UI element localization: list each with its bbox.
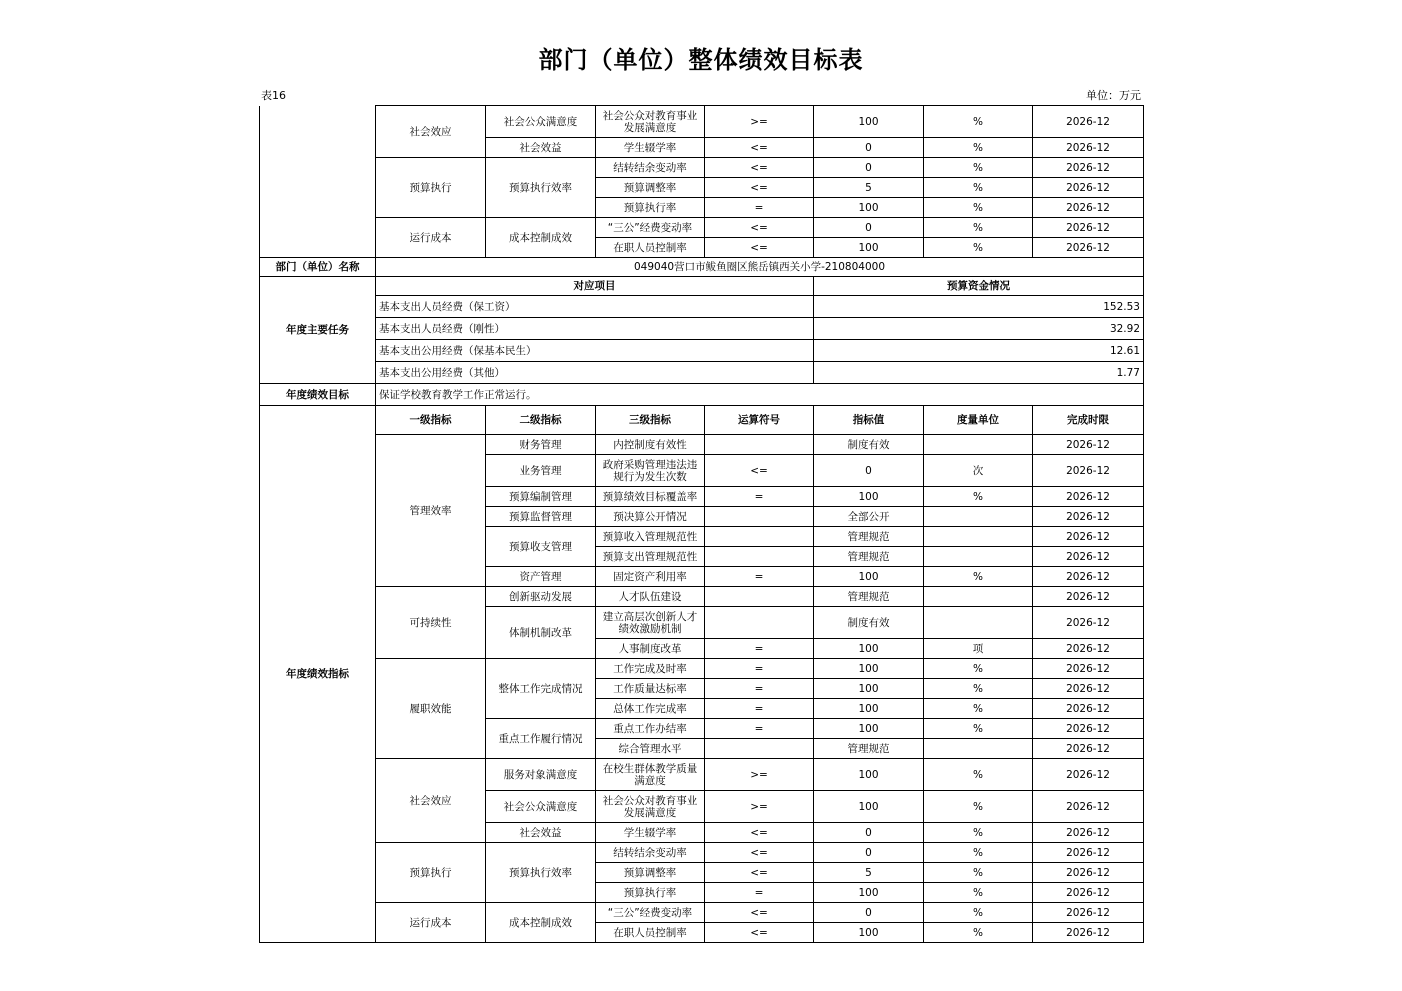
unit-cell: % <box>924 178 1033 198</box>
unit-cell: % <box>924 923 1033 943</box>
level2-indicator: 预算编制管理 <box>486 487 596 507</box>
level2-indicator: 业务管理 <box>486 455 596 487</box>
deadline-cell: 2026-12 <box>1033 138 1144 158</box>
operator-cell: <= <box>705 218 814 238</box>
task-item: 基本支出公用经费（其他） <box>376 362 814 384</box>
deadline-cell: 2026-12 <box>1033 158 1144 178</box>
deadline-cell: 2026-12 <box>1033 863 1144 883</box>
level3-indicator: 社会公众对教育事业发展满意度 <box>596 106 705 138</box>
level2-indicator: 财务管理 <box>486 435 596 455</box>
unit-cell: 次 <box>924 455 1033 487</box>
deadline-cell: 2026-12 <box>1033 699 1144 719</box>
operator-cell: <= <box>705 823 814 843</box>
task-amount: 12.61 <box>814 340 1144 362</box>
target-value-cell: 管理规范 <box>814 527 924 547</box>
operator-cell: = <box>705 719 814 739</box>
target-value-cell: 管理规范 <box>814 739 924 759</box>
unit-cell: % <box>924 106 1033 138</box>
indicators-label: 年度绩效指标 <box>260 406 376 943</box>
unit-cell <box>924 547 1033 567</box>
target-value-cell: 0 <box>814 138 924 158</box>
operator-cell <box>705 607 814 639</box>
indicator-column-header: 一级指标 <box>376 406 486 435</box>
level3-indicator: 学生辍学率 <box>596 823 705 843</box>
deadline-cell: 2026-12 <box>1033 639 1144 659</box>
level2-indicator: 重点工作履行情况 <box>486 719 596 759</box>
deadline-cell: 2026-12 <box>1033 218 1144 238</box>
task-amount: 1.77 <box>814 362 1144 384</box>
deadline-cell: 2026-12 <box>1033 587 1144 607</box>
col-item-header: 对应项目 <box>376 277 814 296</box>
target-value-cell: 100 <box>814 238 924 258</box>
unit-cell: 项 <box>924 639 1033 659</box>
goal-value: 保证学校教育教学工作正常运行。 <box>376 384 1144 406</box>
unit-cell: % <box>924 238 1033 258</box>
level3-indicator: 预算绩效目标覆盖率 <box>596 487 705 507</box>
target-value-cell: 100 <box>814 883 924 903</box>
level3-indicator: 政府采购管理违法违规行为发生次数 <box>596 455 705 487</box>
unit-cell: % <box>924 863 1033 883</box>
level3-indicator: 社会公众对教育事业发展满意度 <box>596 791 705 823</box>
level3-indicator: 预算收入管理规范性 <box>596 527 705 547</box>
unit-cell: % <box>924 823 1033 843</box>
level1-indicator: 可持续性 <box>376 587 486 659</box>
deadline-cell: 2026-12 <box>1033 679 1144 699</box>
deadline-cell: 2026-12 <box>1033 719 1144 739</box>
tasks-header-row <box>260 277 1144 296</box>
level3-indicator: “三公”经费变动率 <box>596 218 705 238</box>
operator-cell: = <box>705 699 814 719</box>
level2-indicator: 成本控制成效 <box>486 903 596 943</box>
level2-indicator: 体制机制改革 <box>486 607 596 659</box>
operator-cell <box>705 507 814 527</box>
target-value-cell: 100 <box>814 487 924 507</box>
level2-indicator: 预算监督管理 <box>486 507 596 527</box>
unit-cell: % <box>924 659 1033 679</box>
level1-indicator: 履职效能 <box>376 659 486 759</box>
level1-indicator: 预算执行 <box>376 158 486 218</box>
level3-indicator: 学生辍学率 <box>596 138 705 158</box>
target-value-cell: 5 <box>814 178 924 198</box>
target-value-cell: 0 <box>814 455 924 487</box>
deadline-cell: 2026-12 <box>1033 487 1144 507</box>
operator-cell: <= <box>705 903 814 923</box>
level2-indicator: 创新驱动发展 <box>486 587 596 607</box>
table-row <box>260 435 1144 455</box>
target-value-cell: 100 <box>814 699 924 719</box>
unit-cell <box>924 587 1033 607</box>
level2-indicator: 社会效益 <box>486 823 596 843</box>
target-value-cell: 100 <box>814 659 924 679</box>
level2-indicator: 资产管理 <box>486 567 596 587</box>
operator-cell: = <box>705 639 814 659</box>
indicator-column-header: 二级指标 <box>486 406 596 435</box>
unit-cell: % <box>924 567 1033 587</box>
operator-cell <box>705 587 814 607</box>
deadline-cell: 2026-12 <box>1033 198 1144 218</box>
level1-indicator: 社会效应 <box>376 106 486 158</box>
deadline-cell: 2026-12 <box>1033 507 1144 527</box>
level1-indicator: 运行成本 <box>376 903 486 943</box>
level3-indicator: 总体工作完成率 <box>596 699 705 719</box>
indicator-column-header: 运算符号 <box>705 406 814 435</box>
level3-indicator: 重点工作办结率 <box>596 719 705 739</box>
operator-cell: = <box>705 883 814 903</box>
deadline-cell: 2026-12 <box>1033 435 1144 455</box>
level2-indicator: 整体工作完成情况 <box>486 659 596 719</box>
level3-indicator: 预算执行率 <box>596 198 705 218</box>
deadline-cell: 2026-12 <box>1033 903 1144 923</box>
operator-cell <box>705 547 814 567</box>
unit-cell: % <box>924 138 1033 158</box>
unit-cell <box>924 527 1033 547</box>
target-value-cell: 100 <box>814 791 924 823</box>
level3-indicator: 建立高层次创新人才绩效激励机制 <box>596 607 705 639</box>
operator-cell: >= <box>705 106 814 138</box>
operator-cell: >= <box>705 759 814 791</box>
unit-cell: % <box>924 699 1033 719</box>
deadline-cell: 2026-12 <box>1033 178 1144 198</box>
operator-cell: <= <box>705 923 814 943</box>
deadline-cell: 2026-12 <box>1033 527 1144 547</box>
operator-cell: = <box>705 487 814 507</box>
indicator-column-header: 度量单位 <box>924 406 1033 435</box>
operator-cell: = <box>705 198 814 218</box>
target-value-cell: 0 <box>814 158 924 178</box>
unit-cell: % <box>924 759 1033 791</box>
task-item: 基本支出人员经费（保工资） <box>376 296 814 318</box>
deadline-cell: 2026-12 <box>1033 607 1144 639</box>
unit-label: 单位：万元 <box>1086 89 1141 102</box>
target-value-cell: 管理规范 <box>814 547 924 567</box>
level3-indicator: 人才队伍建设 <box>596 587 705 607</box>
deadline-cell: 2026-12 <box>1033 455 1144 487</box>
operator-cell: >= <box>705 791 814 823</box>
level2-indicator: 社会公众满意度 <box>486 791 596 823</box>
deadline-cell: 2026-12 <box>1033 923 1144 943</box>
continued-label-cell <box>260 106 376 258</box>
table-row <box>260 158 1144 178</box>
deadline-cell: 2026-12 <box>1033 759 1144 791</box>
target-value-cell: 0 <box>814 843 924 863</box>
tasks-label: 年度主要任务 <box>260 277 376 384</box>
level3-indicator: 在校生群体教学质量满意度 <box>596 759 705 791</box>
unit-cell: % <box>924 198 1033 218</box>
level3-indicator: 预决算公开情况 <box>596 507 705 527</box>
dept-label: 部门（单位）名称 <box>260 258 376 277</box>
target-value-cell: 100 <box>814 923 924 943</box>
unit-cell: % <box>924 719 1033 739</box>
target-value-cell: 管理规范 <box>814 587 924 607</box>
operator-cell: <= <box>705 238 814 258</box>
operator-cell: <= <box>705 178 814 198</box>
deadline-cell: 2026-12 <box>1033 547 1144 567</box>
level3-indicator: 固定资产利用率 <box>596 567 705 587</box>
table-body <box>260 106 1144 943</box>
target-value-cell: 100 <box>814 106 924 138</box>
goal-label: 年度绩效目标 <box>260 384 376 406</box>
unit-cell: % <box>924 218 1033 238</box>
table-row <box>260 218 1144 238</box>
level3-indicator: 预算调整率 <box>596 178 705 198</box>
table-row <box>260 759 1144 791</box>
level3-indicator: 预算执行率 <box>596 883 705 903</box>
unit-cell: % <box>924 843 1033 863</box>
level3-indicator: 在职人员控制率 <box>596 238 705 258</box>
unit-cell: % <box>924 791 1033 823</box>
operator-cell: <= <box>705 863 814 883</box>
operator-cell <box>705 527 814 547</box>
task-amount: 152.53 <box>814 296 1144 318</box>
level3-indicator: 人事制度改革 <box>596 639 705 659</box>
unit-cell <box>924 435 1033 455</box>
task-item: 基本支出公用经费（保基本民生） <box>376 340 814 362</box>
unit-cell <box>924 607 1033 639</box>
target-value-cell: 5 <box>814 863 924 883</box>
task-row <box>260 296 1144 318</box>
level2-indicator: 社会公众满意度 <box>486 106 596 138</box>
deadline-cell: 2026-12 <box>1033 567 1144 587</box>
unit-cell: % <box>924 903 1033 923</box>
level1-indicator: 管理效率 <box>376 435 486 587</box>
operator-cell <box>705 739 814 759</box>
unit-cell: % <box>924 158 1033 178</box>
operator-cell: <= <box>705 455 814 487</box>
level2-indicator: 预算收支管理 <box>486 527 596 567</box>
page-title: 部门（单位）整体绩效目标表 <box>538 46 864 74</box>
target-value-cell: 0 <box>814 823 924 843</box>
dept-row <box>260 258 1144 277</box>
table-number: 表16 <box>261 89 286 102</box>
table-row <box>260 587 1144 607</box>
unit-cell: % <box>924 679 1033 699</box>
deadline-cell: 2026-12 <box>1033 106 1144 138</box>
level3-indicator: 综合管理水平 <box>596 739 705 759</box>
operator-cell: <= <box>705 843 814 863</box>
indicator-column-header: 完成时限 <box>1033 406 1144 435</box>
level3-indicator: 预算调整率 <box>596 863 705 883</box>
operator-cell: = <box>705 659 814 679</box>
task-item: 基本支出人员经费（刚性） <box>376 318 814 340</box>
deadline-cell: 2026-12 <box>1033 843 1144 863</box>
goal-row <box>260 384 1144 406</box>
dept-value: 049040营口市鲅鱼圈区熊岳镇西关小学-210804000 <box>376 258 1144 277</box>
target-value-cell: 100 <box>814 679 924 699</box>
target-value-cell: 制度有效 <box>814 435 924 455</box>
task-row <box>260 318 1144 340</box>
indicator-column-header: 三级指标 <box>596 406 705 435</box>
level3-indicator: 内控制度有效性 <box>596 435 705 455</box>
target-value-cell: 0 <box>814 903 924 923</box>
operator-cell: <= <box>705 158 814 178</box>
indicators-header-row <box>260 406 1144 435</box>
unit-cell: % <box>924 487 1033 507</box>
col-budget-header: 预算资金情况 <box>814 277 1144 296</box>
level2-indicator: 服务对象满意度 <box>486 759 596 791</box>
operator-cell: = <box>705 567 814 587</box>
target-value-cell: 100 <box>814 198 924 218</box>
level1-indicator: 运行成本 <box>376 218 486 258</box>
deadline-cell: 2026-12 <box>1033 791 1144 823</box>
level2-indicator: 预算执行效率 <box>486 158 596 218</box>
table-row <box>260 843 1144 863</box>
level2-indicator: 成本控制成效 <box>486 218 596 258</box>
operator-cell: <= <box>705 138 814 158</box>
task-amount: 32.92 <box>814 318 1144 340</box>
deadline-cell: 2026-12 <box>1033 238 1144 258</box>
level3-indicator: 在职人员控制率 <box>596 923 705 943</box>
task-row <box>260 340 1144 362</box>
deadline-cell: 2026-12 <box>1033 883 1144 903</box>
level1-indicator: 社会效应 <box>376 759 486 843</box>
unit-cell: % <box>924 883 1033 903</box>
performance-table <box>259 105 1144 943</box>
level3-indicator: 工作完成及时率 <box>596 659 705 679</box>
indicator-column-header: 指标值 <box>814 406 924 435</box>
deadline-cell: 2026-12 <box>1033 823 1144 843</box>
table-row <box>260 903 1144 923</box>
target-value-cell: 100 <box>814 567 924 587</box>
target-value-cell: 全部公开 <box>814 507 924 527</box>
table-row <box>260 106 1144 138</box>
level3-indicator: 工作质量达标率 <box>596 679 705 699</box>
deadline-cell: 2026-12 <box>1033 659 1144 679</box>
level2-indicator: 预算执行效率 <box>486 843 596 903</box>
operator-cell <box>705 435 814 455</box>
unit-cell <box>924 739 1033 759</box>
deadline-cell: 2026-12 <box>1033 739 1144 759</box>
target-value-cell: 0 <box>814 218 924 238</box>
target-value-cell: 100 <box>814 759 924 791</box>
level3-indicator: “三公”经费变动率 <box>596 903 705 923</box>
table-row <box>260 659 1144 679</box>
target-value-cell: 100 <box>814 639 924 659</box>
operator-cell: = <box>705 679 814 699</box>
level2-indicator: 社会效益 <box>486 138 596 158</box>
unit-cell <box>924 507 1033 527</box>
level3-indicator: 结转结余变动率 <box>596 843 705 863</box>
target-value-cell: 制度有效 <box>814 607 924 639</box>
level3-indicator: 预算支出管理规范性 <box>596 547 705 567</box>
level3-indicator: 结转结余变动率 <box>596 158 705 178</box>
target-value-cell: 100 <box>814 719 924 739</box>
task-row <box>260 362 1144 384</box>
level1-indicator: 预算执行 <box>376 843 486 903</box>
